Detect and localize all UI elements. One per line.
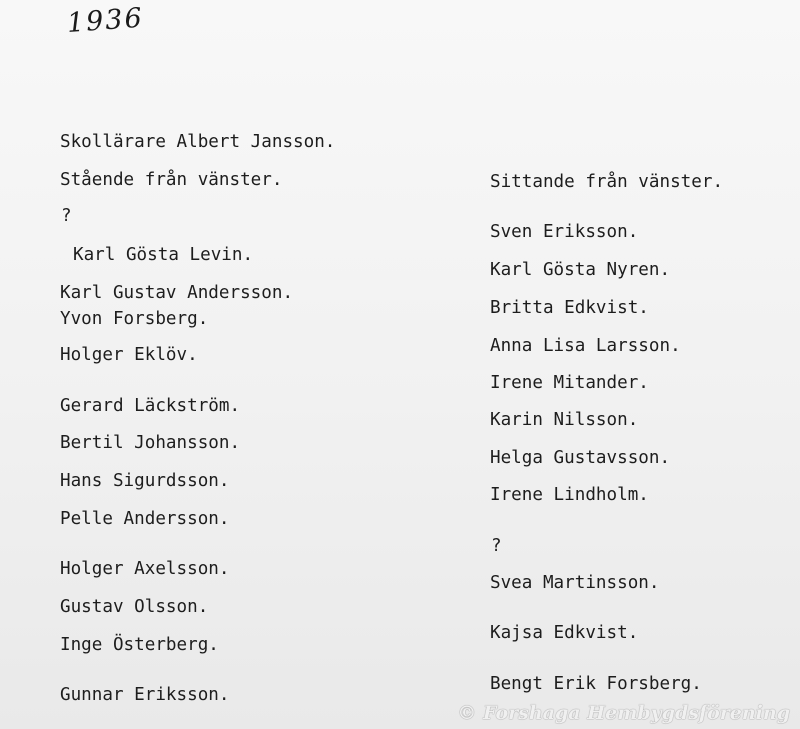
handwritten-year: 1936 (66, 2, 145, 39)
sitting-name: Britta Edkvist. (490, 298, 649, 318)
standing-name: Hans Sigurdsson. (60, 471, 230, 491)
standing-name: Inge Österberg. (60, 635, 219, 655)
sitting-name: Svea Martinsson. (490, 573, 660, 593)
standing-name: Yvon Forsberg. (60, 309, 209, 329)
copyright-watermark: © Forshaga Hembygdsförening (457, 702, 790, 724)
sitting-name: Irene Mitander. (490, 373, 649, 393)
standing-name: Holger Eklöv. (60, 345, 198, 365)
standing-name: Gustav Olsson. (60, 597, 209, 617)
sitting-name: Kajsa Edkvist. (490, 623, 639, 643)
standing-heading: Stående från vänster. (60, 170, 283, 190)
sitting-name: Irene Lindholm. (490, 485, 649, 505)
standing-name: Holger Axelsson. (60, 559, 230, 579)
standing-name: Gunnar Eriksson. (60, 685, 230, 705)
standing-name: ? (61, 206, 72, 226)
sitting-name: Anna Lisa Larsson. (490, 336, 681, 356)
standing-name: Gerard Läckström. (60, 396, 241, 416)
standing-name: Karl Gustav Andersson. (60, 283, 294, 303)
standing-name: Bertil Johansson. (60, 433, 241, 453)
sitting-name: Karin Nilsson. (490, 410, 639, 430)
teacher-line: Skollärare Albert Jansson. (60, 132, 336, 152)
standing-name: Karl Gösta Levin. (73, 245, 254, 265)
sitting-heading: Sittande från vänster. (490, 172, 724, 192)
standing-name: Pelle Andersson. (60, 509, 230, 529)
sitting-name: Helga Gustavsson. (490, 448, 671, 468)
sitting-name: ? (491, 536, 502, 556)
sitting-name: Sven Eriksson. (490, 222, 639, 242)
sitting-name: Karl Gösta Nyren. (490, 260, 671, 280)
sitting-name: Bengt Erik Forsberg. (490, 674, 702, 694)
